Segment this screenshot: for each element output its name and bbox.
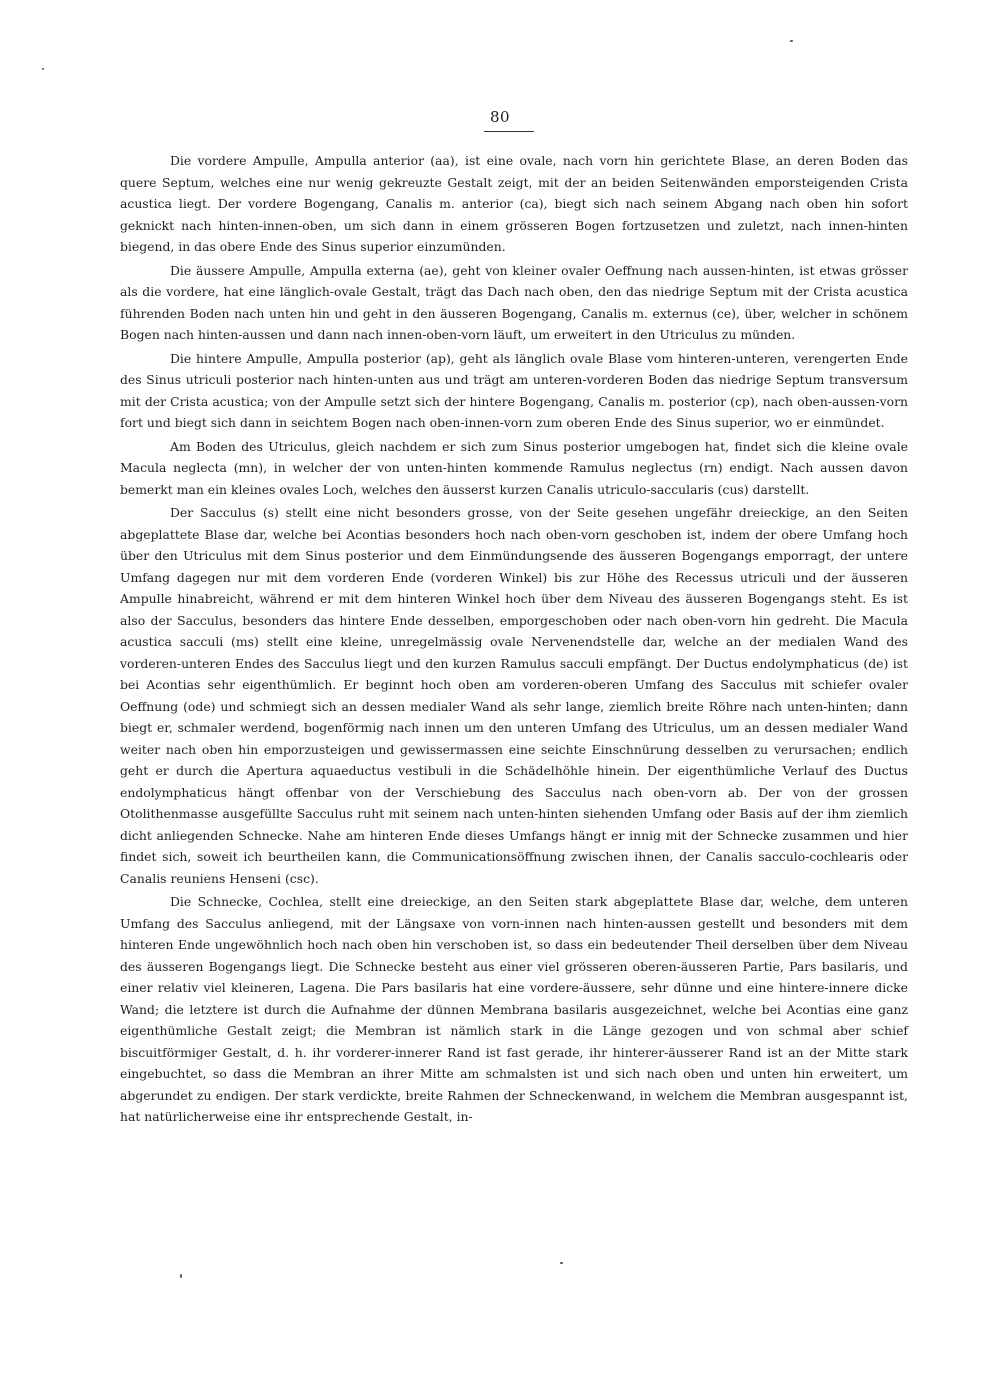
body-text	[120, 150, 908, 1130]
paragraph-ampulla-externa: Die äussere Ampulle, Ampulla externa (ae), geht von kleiner ovaler Oeffnung nach aussen-hinten, ist etwas grösser als die vordere, hat eine länglich-ovale Gestalt, trägt das Dach nach oben, den das niedrige Septum mit der Crista acustica führenden Boden nach unten hin und geht in den äusseren Bogengang, Canalis m. externus (ce), über, welcher in schönem Bogen nach hinten-aussen und dann nach innen-oben-vorn läuft, um erweitert in den Utriculus zu münden.	[120, 262, 908, 342]
paragraph-sacculus: Der Sacculus (s) stellt eine nicht besonders grosse, von der Seite gesehen ungefähr dreieckige, an den Seiten abgeplattete Blase dar, welche bei Acontias besonders hoch nach oben-vorn geschoben ist, indem der obere Umfang hoch über den Utriculus mit dem Sinus posterior und dem Einmündungsende des äusseren Bogengangs emporragt, der untere Umfang dagegen nur mit dem vorderen Ende (vorderen Winkel) bis zur Höhe des Recessus utriculi und der äusseren Ampulle hinabreicht, während er mit dem hinteren Winkel hoch über dem Niveau des äusseren Bogengangs steht. Es ist also der Sacculus, besonders das hintere Ende desselben, emporgeschoben oder nach oben-vorn hin gedreht. Die Macula acustica sacculi (ms) stellt eine kleine, unregelmässig ovale Nervenendstelle dar, welche an der medialen Wand des vorderen-unteren Endes des Sacculus liegt und den kurzen Ramulus sacculi empfängt. Der Ductus endolymphaticus (de) ist bei Acontias sehr eigenthümlich. Er beginnt hoch oben am vorderen-oberen Umfang des Sacculus mit schiefer ovaler Oeffnung (ode) und schmiegt sich an dessen medialer Wand als sehr lange, ziemlich breite Röhre nach unten-hinten; dann biegt er, schmaler werdend, bogenförmig nach innen um den unteren Umfang des Utriculus, um an dessen medialer Wand weiter nach oben hin emporzusteigen und gewissermassen eine seichte Einschnürung desselben zu verursachen; endlich geht er durch die Apertura aquaeductus vestibuli in die Schädelhöhle hinein. Der eigenthümliche Verlauf des Ductus endolymphaticus hängt offenbar von der Verschiebung des Sacculus nach oben-vorn ab. Der von der grossen Otolithenmasse ausgefüllte Sacculus ruht mit seinem nach unten-hinten siehenden Umfang oder Basis auf der ihm ziemlich dicht anliegenden Schnecke. Nahe am hinteren Ende dieses Umfangs hängt er innig mit der Schnecke zusammen und hier findet sich, soweit ich beurtheilen kann, die Communicationsöffnung zwischen ihnen, der Canalis sacculo-cochlearis oder Canalis reuniens Henseni (csc).	[120, 505, 908, 886]
paragraph-cochlea: Die Schnecke, Cochlea, stellt eine dreieckige, an den Seiten stark abgeplattete Blase dar, welche, dem unteren Umfang des Sacculus anliegend, mit der Längsaxe von vorn-innen nach hinten-aussen gestellt und besonders mit dem hinteren Ende ungewöhnlich hoch nach oben hin verschoben ist, so dass ein bedeutender Theil derselben über dem Niveau des äusseren Bogengangs liegt. Die Schnecke besteht aus einer viel grösseren oberen-äusseren Partie, Pars basilaris, und einer relativ viel kleineren, Lagena. Die Pars basilaris hat eine vordere-äussere, sehr dünne und eine hintere-innere dicke Wand; die letztere ist durch die Aufnahme der dünnen Membrana basilaris ausgezeichnet, welche bei Acontias eine ganz eigenthümliche Gestalt zeigt; die Membran ist nämlich stark in die Länge gezogen und von schmal aber schief biscuitförmiger Gestalt, d. h. ihr vorderer-innerer Rand ist fast gerade, ihr hinterer-äusserer Rand ist an der Mitte stark eingebuchtet, so dass die Membran an ihrer Mitte am schmalsten ist und sich nach oben und unten hin erweitert, um abgerundet zu endigen. Der stark verdickte, breite Rahmen der Schneckenwand, in welchem die Membran ausgespannt ist, hat natürlicherweise eine ihr entsprechende Gestalt, in-	[120, 894, 908, 1124]
scan-speck	[790, 40, 793, 42]
page-number-rule	[484, 131, 534, 132]
paragraph-macula-neglecta: Am Boden des Utriculus, gleich nachdem er sich zum Sinus posterior umgebogen hat, findet sich die kleine ovale Macula neglecta (mn), in welcher der von unten-hinten kommende Ramulus neglectus (rn) endigt. Nach aussen davon bemerkt man ein kleines ovales Loch, welches den äusserst kurzen Canalis utriculo-saccularis (cus) darstellt.	[120, 438, 908, 497]
page-number: 80	[489, 108, 511, 126]
scan-speck	[42, 68, 44, 70]
scan-speck	[560, 1262, 563, 1264]
scan-speck	[180, 1274, 182, 1278]
paragraph-ampulla-anterior: Die vordere Ampulle, Ampulla anterior (aa), ist eine ovale, nach vorn hin gerichtete Blase, an deren Boden das quere Septum, welches eine nur wenig gekreuzte Gestalt zeigt, mit der an beiden Seitenwänden emporsteigenden Crista acustica liegt. Der vordere Bogengang, Canalis m. anterior (ca), biegt sich nach seinem Abgang nach oben hin sofort geknickt nach hinten-innen-oben, um sich dann in einem grösseren Bogen fortzusetzen und zuletzt, nach innen-hinten biegend, in das obere Ende des Sinus superior einzumünden.	[120, 153, 908, 254]
paragraph-ampulla-posterior: Die hintere Ampulle, Ampulla posterior (ap), geht als länglich ovale Blase vom hinteren-unteren, verengerten Ende des Sinus utriculi posterior nach hinten-unten aus und trägt am unteren-vorderen Boden das niedrige Septum transversum mit der Crista acustica; von der Ampulle setzt sich der hintere Bogengang, Canalis m. posterior (cp), nach oben-aussen-vorn fort und biegt sich dann in seichtem Bogen nach oben-innen-vorn zum oberen Ende des Sinus superior, wo er einmündet.	[120, 350, 908, 430]
